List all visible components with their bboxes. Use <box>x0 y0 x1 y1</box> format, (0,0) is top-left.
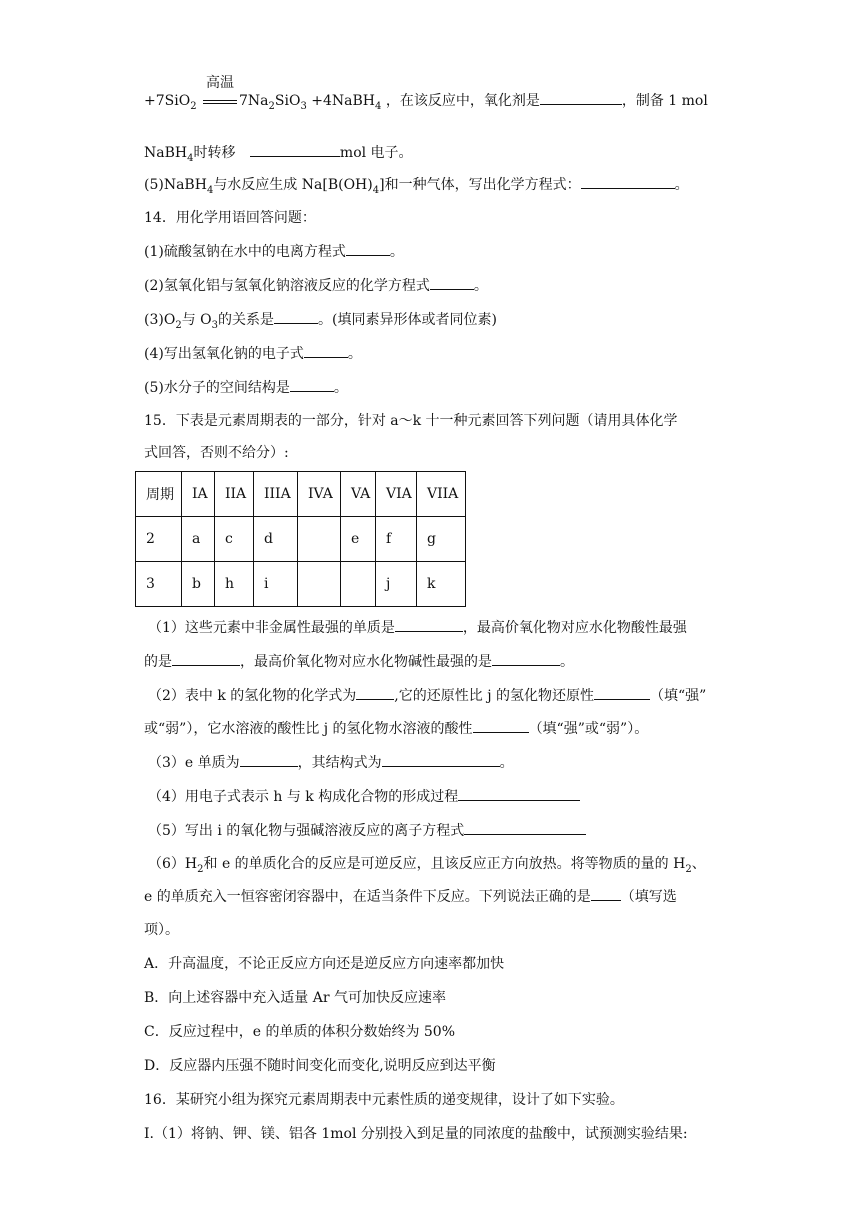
table-row <box>136 517 466 562</box>
q14-part-1: (1)硫酸氢钠在水中的电离方程式 。 <box>144 241 404 262</box>
answer-blank[interactable] <box>581 174 675 189</box>
q15-part-6-line-3: 项）。 <box>144 922 179 938</box>
q15-part-2-line-1: （2）表中 k 的氢化物的化学式为 ,它的还原性比 j 的氢化物还原性 （填“强” <box>148 685 706 706</box>
q15-title-line-2: 式回答，否则不给分）: <box>144 445 289 461</box>
table-cell <box>298 562 341 607</box>
q14-part-3: $(3)O_2$与 $O_3$的关系是 。(填同素异形体或者同位素) <box>144 309 497 330</box>
option-a: A．升高温度，不论正反应方向还是逆反应方向速率都加快 <box>144 956 505 972</box>
table-cell: j <box>376 562 417 607</box>
table-cell: b <box>182 562 215 607</box>
table-row <box>136 562 466 607</box>
table-cell: f <box>376 517 417 562</box>
q15-title-line-1: 15．下表是元素周期表的一部分，针对 a～k 十一种元素回答下列问题（请用具体化学 <box>144 413 678 429</box>
answer-blank[interactable] <box>540 90 622 105</box>
table-header-cell: VIIA <box>417 472 466 517</box>
table-cell: c <box>215 517 254 562</box>
q15-part-1-line-2: 的是 ，最高价氧化物对应水化物碱性最强的是 。 <box>144 651 574 672</box>
q15-part-2-line-2: 或“弱”），它水溶液的酸性比 j 的氢化物水溶液的酸性 （填“强”或“弱”）。 <box>144 718 648 739</box>
table-header-row <box>136 472 466 517</box>
answer-blank[interactable] <box>594 685 650 700</box>
answer-blank[interactable] <box>473 718 529 733</box>
q14-part-5: (5)水分子的空间结构是 。 <box>144 377 348 398</box>
table-header-cell: IA <box>182 472 215 517</box>
periodic-table <box>135 471 466 607</box>
table-cell: 3 <box>136 562 182 607</box>
answer-blank[interactable] <box>430 275 474 290</box>
q15-part-4: （4）用电子式表示 h 与 k 构成化合物的形成过程 <box>148 786 580 807</box>
answer-blank[interactable] <box>458 786 580 801</box>
table-header-cell: IVA <box>298 472 341 517</box>
table-cell <box>341 562 376 607</box>
answer-blank[interactable] <box>492 651 560 666</box>
answer-blank[interactable] <box>356 685 394 700</box>
answer-blank[interactable] <box>240 752 298 767</box>
table-cell: d <box>254 517 298 562</box>
table-header-cell: IIIA <box>254 472 298 517</box>
q14-part-4: (4)写出氢氧化钠的电子式 。 <box>144 343 362 364</box>
answer-blank[interactable] <box>591 886 621 901</box>
option-b: B．向上述容器中充入适量 Ar 气可加快反应速率 <box>144 990 446 1006</box>
answer-blank[interactable] <box>250 142 340 157</box>
q16-title: 16．某研究小组为探究元素周期表中元素性质的递变规律，设计了如下实验。 <box>144 1092 624 1108</box>
q15-part-6-line-1: $(6)H_2$和 e 的单质化合的反应是可逆反应，且该反应正方向放热。将等物质的量的 $H_2$、 <box>148 856 706 875</box>
answer-blank[interactable] <box>395 617 463 632</box>
q14-title: 14．用化学用语回答问题： <box>144 210 316 226</box>
table-header-cell: 周期 <box>136 472 182 517</box>
table-cell: h <box>215 562 254 607</box>
table-cell: a <box>182 517 215 562</box>
table-cell: 2 <box>136 517 182 562</box>
table-header-cell: VIA <box>376 472 417 517</box>
reaction-condition: 高温 <box>203 91 237 111</box>
option-c: C．反应过程中，e 的单质的体积分数始终为 50% <box>144 1024 456 1040</box>
table-cell: i <box>254 562 298 607</box>
table-header-cell: IIA <box>215 472 254 517</box>
table-cell: g <box>417 517 466 562</box>
answer-blank[interactable] <box>274 309 318 324</box>
q13-part-5: (5)NaBH$_4$与水反应生成 $Na[B(OH)_4]$和一种气体，写出化学方程式： 。 <box>144 174 689 195</box>
answer-blank[interactable] <box>382 752 500 767</box>
q13-line-2: NaBH$_4$时转移 mol 电子。 <box>144 142 413 163</box>
table-cell <box>298 517 341 562</box>
q14-part-2: (2)氢氧化铝与氢氧化钠溶液反应的化学方程式 。 <box>144 275 488 296</box>
q15-part-5: （5）写出 i 的氧化物与强碱溶液反应的离子方程式 <box>148 820 586 841</box>
table-cell: k <box>417 562 466 607</box>
q15-part-6-line-2: e 的单质充入一恒容密闭容器中，在适当条件下反应。下列说法正确的是 （填写选 <box>144 886 677 907</box>
table-cell: e <box>341 517 376 562</box>
q15-part-3: （3）e 单质为 ，其结构式为 。 <box>148 752 514 773</box>
answer-blank[interactable] <box>172 651 240 666</box>
answer-blank[interactable] <box>304 343 348 358</box>
q15-part-1-line-1: （1）这些元素中非金属性最强的单质是 ，最高价氧化物对应水化物酸性最强 <box>148 617 687 638</box>
table-header-cell: VA <box>341 472 376 517</box>
reaction-equation-line: +7SiO$_2$ 高温 $7Na_2SiO_3$ +4NaBH$_4$ ，在该反应中，氧化剂是 ，制备 1 mol <box>144 75 708 112</box>
answer-blank[interactable] <box>464 820 586 835</box>
answer-blank[interactable] <box>346 241 390 256</box>
answer-blank[interactable] <box>290 377 334 392</box>
option-d: D．反应器内压强不随时间变化而变化,说明反应到达平衡 <box>144 1058 496 1074</box>
q16-part-1: I.（1）将钠、钾、镁、铝各 1mol 分别投入到足量的同浓度的盐酸中，试预测实验结果: <box>144 1126 688 1142</box>
